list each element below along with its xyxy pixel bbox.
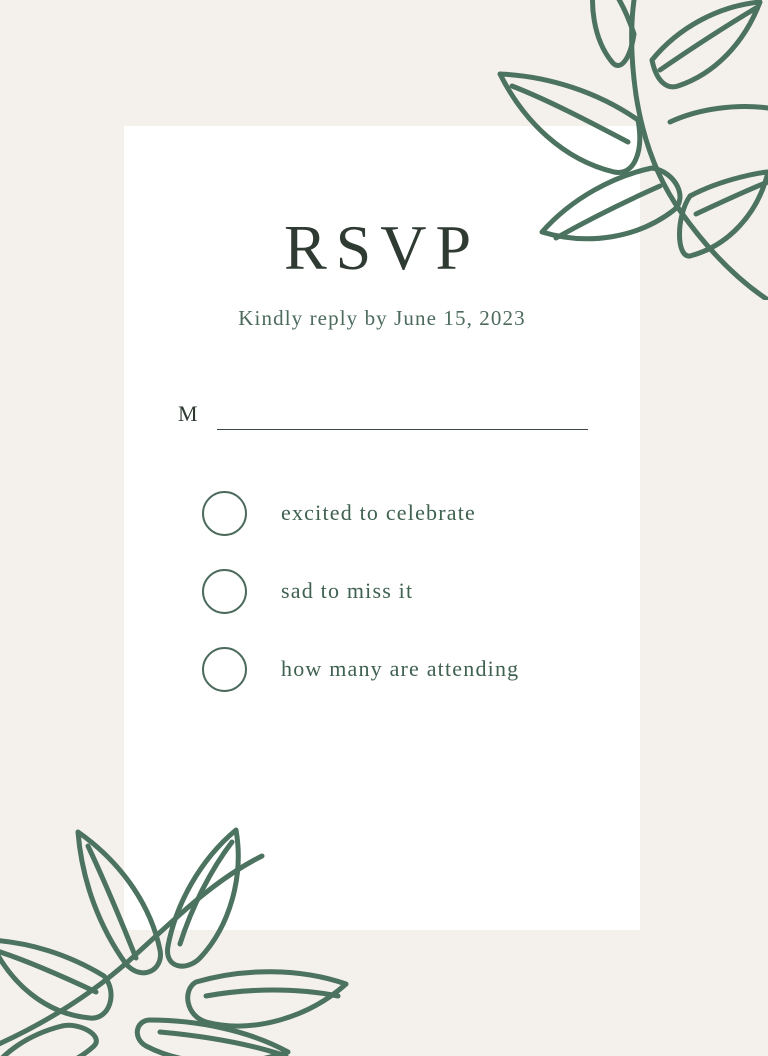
rsvp-card	[124, 126, 640, 930]
rsvp-option-attending[interactable]	[202, 474, 622, 552]
page-title: RSVP	[283, 212, 481, 283]
rsvp-options	[202, 474, 622, 708]
rsvp-option-label: how many are attending	[281, 656, 520, 681]
guest-name-input[interactable]	[217, 399, 588, 430]
reply-by-text: Kindly reply by June 15, 2023	[238, 306, 526, 330]
rsvp-option-label: excited to celebrate	[281, 500, 477, 525]
rsvp-option-declining[interactable]	[202, 552, 622, 630]
radio-circle-icon[interactable]	[202, 647, 247, 692]
radio-circle-icon[interactable]	[202, 569, 247, 614]
rsvp-card-content	[124, 126, 640, 930]
rsvp-option-guest-count[interactable]	[202, 630, 622, 708]
rsvp-option-label: sad to miss it	[281, 578, 414, 603]
radio-circle-icon[interactable]	[202, 491, 247, 536]
guest-name-row	[178, 394, 588, 434]
guest-name-label: M	[178, 401, 199, 426]
